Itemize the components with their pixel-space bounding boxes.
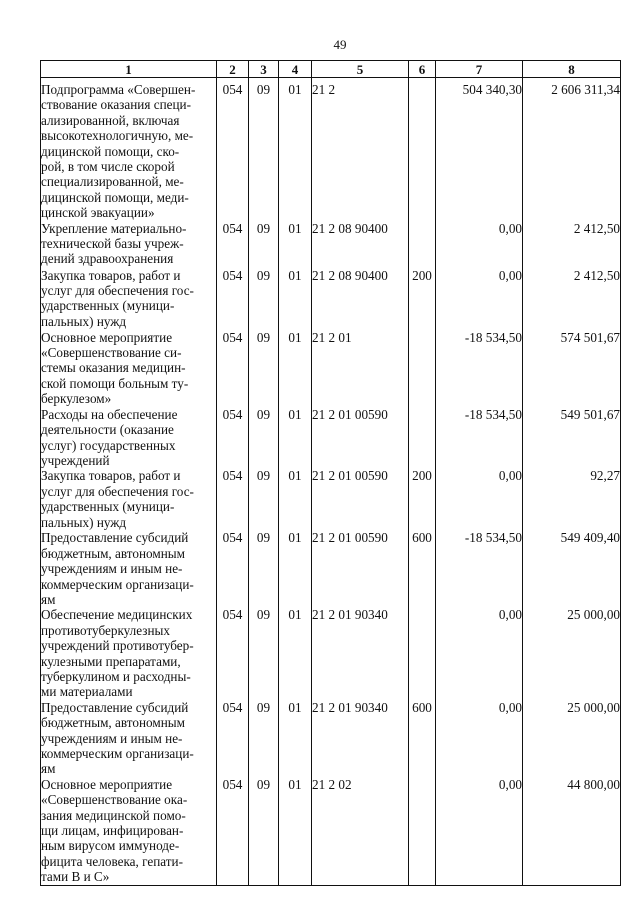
table-row <box>41 407 621 469</box>
row-section: 09 <box>249 268 279 330</box>
row-section: 09 <box>249 221 279 268</box>
col-header-subsection: 4 <box>279 61 312 78</box>
table-row <box>41 330 621 407</box>
row-change: -18 534,50 <box>436 407 523 469</box>
row-change: 0,00 <box>436 700 523 777</box>
row-subsection: 01 <box>279 407 312 469</box>
row-section: 09 <box>249 330 279 407</box>
row-name: Укрепление материально- технической базы учреж- дений здравоохранения <box>41 221 217 268</box>
row-target: 21 2 01 00590 <box>312 530 409 607</box>
table-row <box>41 268 621 330</box>
row-total: 25 000,00 <box>523 700 621 777</box>
row-target: 21 2 01 90340 <box>312 607 409 699</box>
col-header-target: 5 <box>312 61 409 78</box>
row-section: 09 <box>249 777 279 885</box>
row-target: 21 2 01 00590 <box>312 407 409 469</box>
row-section: 09 <box>249 407 279 469</box>
row-type: 200 <box>409 468 436 530</box>
row-name: Расходы на обеспечение деятельности (оказание услуг) государственных учреждений <box>41 407 217 469</box>
row-name: Предоставление субсидий бюджетным, автономным учреждениям и иным не- коммерческим организаци- ям <box>41 700 217 777</box>
row-change: 0,00 <box>436 221 523 268</box>
row-target: 21 2 01 00590 <box>312 468 409 530</box>
row-change: 0,00 <box>436 607 523 699</box>
row-target: 21 2 01 <box>312 330 409 407</box>
row-subsection: 01 <box>279 468 312 530</box>
row-subsection: 01 <box>279 330 312 407</box>
row-section: 09 <box>249 78 279 221</box>
row-name: Обеспечение медицинских противотуберкулезных учреждений противотубер- кулезными препаратами, туберкулином и расходны- ми материалами <box>41 607 217 699</box>
col-header-name: 1 <box>41 61 217 78</box>
row-total: 25 000,00 <box>523 607 621 699</box>
row-change: 0,00 <box>436 268 523 330</box>
row-subsection: 01 <box>279 700 312 777</box>
row-subsection: 01 <box>279 530 312 607</box>
row-target: 21 2 02 <box>312 777 409 885</box>
row-section: 09 <box>249 700 279 777</box>
row-ministry: 054 <box>217 468 249 530</box>
col-header-change: 7 <box>436 61 523 78</box>
row-type <box>409 221 436 268</box>
table-row <box>41 78 621 221</box>
row-type: 200 <box>409 268 436 330</box>
row-ministry: 054 <box>217 268 249 330</box>
table-row <box>41 530 621 607</box>
header-row <box>41 61 621 78</box>
row-type <box>409 777 436 885</box>
row-target: 21 2 08 90400 <box>312 268 409 330</box>
row-ministry: 054 <box>217 700 249 777</box>
row-name: Закупка товаров, работ и услуг для обеспечения гос- ударственных (муници- пальных) нужд <box>41 268 217 330</box>
row-total: 2 606 311,34 <box>523 78 621 221</box>
table-row <box>41 607 621 699</box>
row-type: 600 <box>409 700 436 777</box>
row-type <box>409 330 436 407</box>
row-total: 44 800,00 <box>523 777 621 885</box>
row-target: 21 2 01 90340 <box>312 700 409 777</box>
row-total: 92,27 <box>523 468 621 530</box>
row-change: -18 534,50 <box>436 530 523 607</box>
page-number: 49 <box>333 37 347 52</box>
row-subsection: 01 <box>279 607 312 699</box>
row-section: 09 <box>249 530 279 607</box>
row-ministry: 054 <box>217 221 249 268</box>
table-row <box>41 221 621 268</box>
row-ministry: 054 <box>217 607 249 699</box>
row-section: 09 <box>249 607 279 699</box>
row-section: 09 <box>249 468 279 530</box>
row-total: 2 412,50 <box>523 268 621 330</box>
row-ministry: 054 <box>217 777 249 885</box>
row-total: 2 412,50 <box>523 221 621 268</box>
row-change: 504 340,30 <box>436 78 523 221</box>
row-ministry: 054 <box>217 530 249 607</box>
row-change: 0,00 <box>436 468 523 530</box>
row-target: 21 2 <box>312 78 409 221</box>
col-header-type: 6 <box>409 61 436 78</box>
row-subsection: 01 <box>279 221 312 268</box>
row-change: -18 534,50 <box>436 330 523 407</box>
row-total: 549 409,40 <box>523 530 621 607</box>
row-name: Подпрограмма «Совершен- ствование оказания специ- ализированной, включая высокотехнологичную, ме- дицинской помощи, ско- рой, в том числе скорой специализированной, ме- дицинской помощи, меди- цинской эвакуации» <box>41 78 217 221</box>
table-row <box>41 777 621 885</box>
row-subsection: 01 <box>279 777 312 885</box>
row-type <box>409 78 436 221</box>
row-ministry: 054 <box>217 330 249 407</box>
row-change: 0,00 <box>436 777 523 885</box>
row-type <box>409 407 436 469</box>
col-header-total: 8 <box>523 61 621 78</box>
row-ministry: 054 <box>217 78 249 221</box>
row-subsection: 01 <box>279 78 312 221</box>
row-name: Предоставление субсидий бюджетным, автономным учреждениям и иным не- коммерческим организаци- ям <box>41 530 217 607</box>
row-type: 600 <box>409 530 436 607</box>
row-total: 574 501,67 <box>523 330 621 407</box>
table-row <box>41 700 621 777</box>
row-type <box>409 607 436 699</box>
row-name: Закупка товаров, работ и услуг для обеспечения гос- ударственных (муници- пальных) нужд <box>41 468 217 530</box>
row-subsection: 01 <box>279 268 312 330</box>
row-name: Основное мероприятие «Совершенствование ока- зания медицинской помо- щи лицам, инфицирован- ным вирусом иммуноде- фицита человека, гепати- тами В и С» <box>41 777 217 885</box>
row-name: Основное мероприятие «Совершенствование си- стемы оказания медицин- ской помощи больным ту- беркулезом» <box>41 330 217 407</box>
row-total: 549 501,67 <box>523 407 621 469</box>
row-target: 21 2 08 90400 <box>312 221 409 268</box>
row-ministry: 054 <box>217 407 249 469</box>
table-row <box>41 468 621 530</box>
budget-table <box>40 60 621 886</box>
col-header-section: 3 <box>249 61 279 78</box>
col-header-ministry: 2 <box>217 61 249 78</box>
